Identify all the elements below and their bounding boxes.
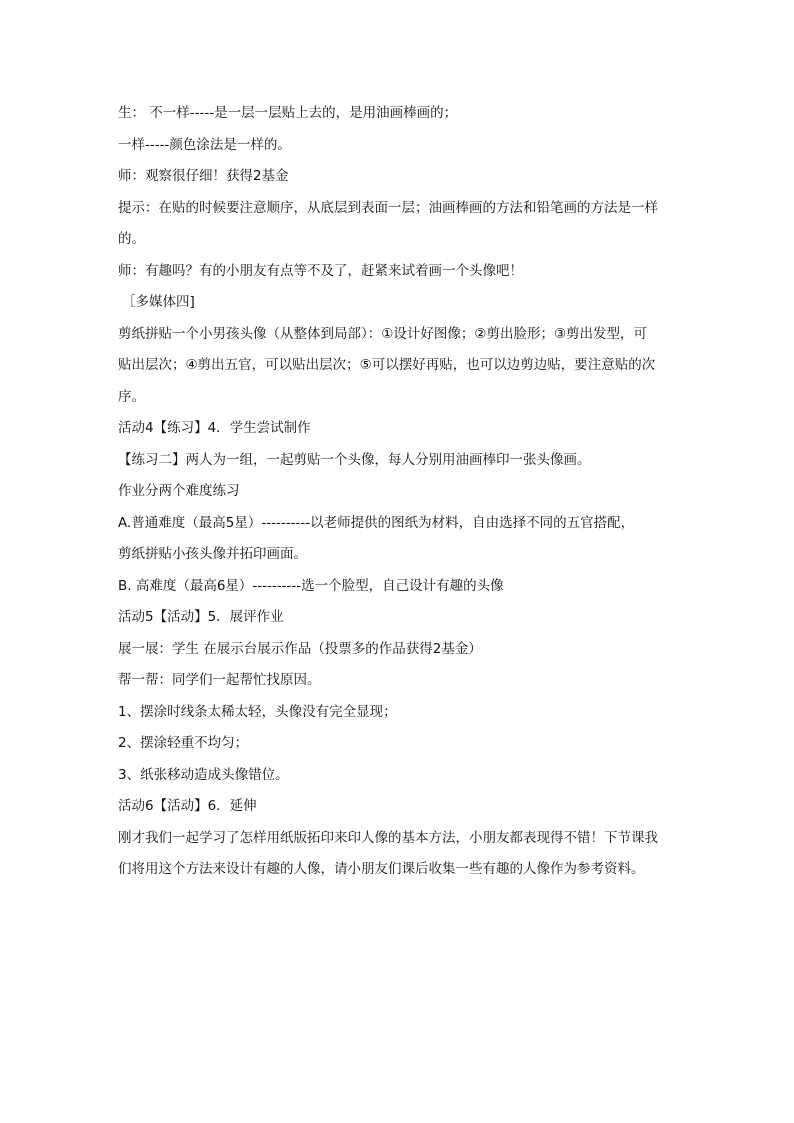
student-answer-line-2: 一样-----颜色涂法是一样的。 xyxy=(118,136,291,153)
activity-4-heading: 活动4【练习】4．学生尝试制作 xyxy=(118,420,311,436)
student-answer-line: 生： 不一样-----是一层一层贴上去的，是用油画棒画的； xyxy=(118,105,458,121)
exercise-2: 【练习二】两人为一组，一起剪贴一个头像，每人分别用油画棒印一张头像画。 xyxy=(118,451,591,468)
homework-intro: 作业分两个难度练习 xyxy=(118,483,240,499)
multimedia-label: ［多媒体四] xyxy=(122,294,195,310)
teacher-question: 师：有趣吗？有的小朋友有点等不及了，赶紧来试着画一个头像吧！ xyxy=(118,262,523,279)
summary-line-2: 们将用这个方法来设计有趣的人像，请小朋友们课后收集一些有趣的人像作为参考资料。 xyxy=(118,861,645,877)
level-a-line-2: 剪纸拼贴小孩头像并拓印画面。 xyxy=(118,546,307,562)
summary-line-1: 刚才我们一起学习了怎样用纸版拓印来印人像的基本方法，小朋友都表现得不错！下节课我 xyxy=(118,829,658,846)
document-body xyxy=(118,98,678,886)
steps-line-1: 剪纸拼贴一个小男孩头像（从整体到局部）：①设计好图像；②剪出脸形；③剪出发型，可 xyxy=(118,325,648,342)
reason-1: 1、摆涂时线条太稀太轻，头像没有完全显现； xyxy=(118,703,397,720)
show-line: 展一展：学生 在展示台展示作品（投票多的作品获得2基金） xyxy=(118,640,482,657)
steps-line-2: 贴出层次；④剪出五官，可以贴出层次；⑤可以摆好再贴，也可以边剪边贴，要注意贴的次 xyxy=(118,357,656,373)
reason-2: 2、摆涂轻重不均匀； xyxy=(118,735,249,751)
reason-3: 3、纸张移动造成头像错位。 xyxy=(118,766,289,783)
help-line: 帮一帮：同学们一起帮忙找原因。 xyxy=(118,672,321,688)
level-a-line-1: A.普通难度（最高5星）----------以老师提供的图纸为材料，自由选择不同的五官搭配， xyxy=(118,514,635,531)
activity-5-heading: 活动5【活动】5．展评作业 xyxy=(118,609,284,625)
hint-line-2: 的。 xyxy=(118,231,145,247)
activity-6-heading: 活动6【活动】6．延伸 xyxy=(118,798,257,814)
level-b: B. 高难度（最高6星）----------选一个脸型，自己设计有趣的头像 xyxy=(118,577,504,594)
hint-line-1: 提示：在贴的时候要注意顺序，从底层到表面一层；油画棒画的方法和铅笔画的方法是一样 xyxy=(118,199,658,216)
steps-line-3: 序。 xyxy=(118,388,145,405)
teacher-remark: 师：观察很仔细！获得2基金 xyxy=(118,168,289,184)
